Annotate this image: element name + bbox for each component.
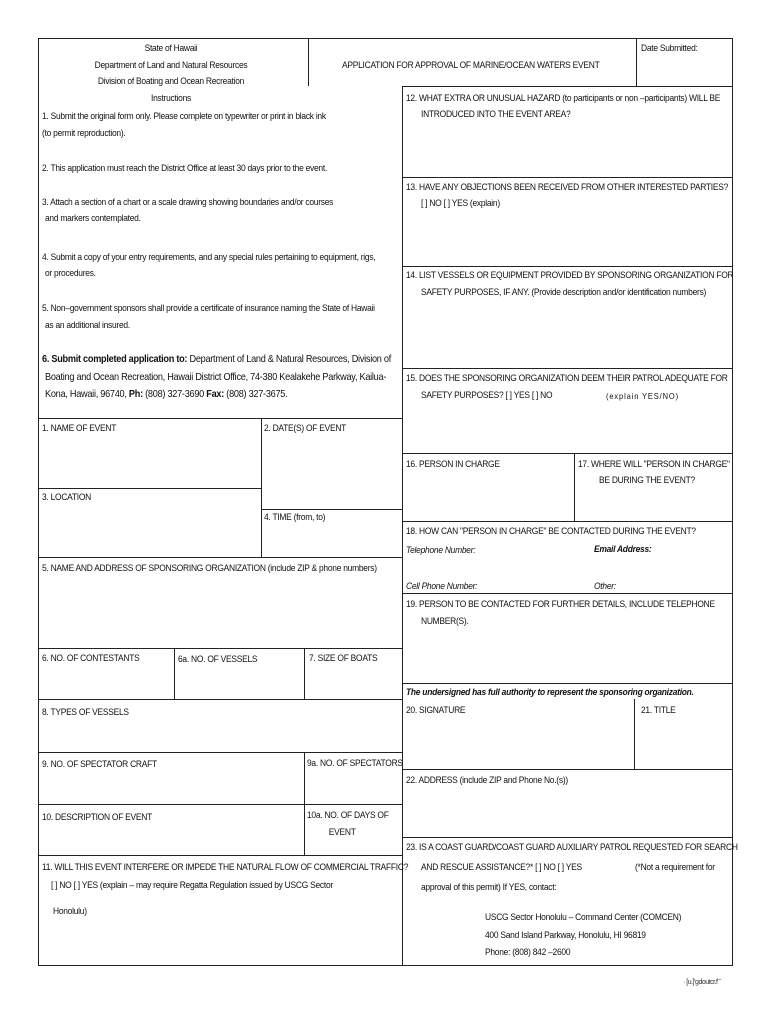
- header-bottom-right: [402, 86, 733, 87]
- field-10-description[interactable]: 10. DESCRIPTION OF EVENT: [42, 812, 153, 823]
- rule-11: [39, 855, 402, 856]
- divider-16-17: [574, 453, 575, 521]
- instruction-4a: 4. Submit a copy of your entry requirements, and any special rules pertaining to equipment, rigs,: [42, 252, 376, 263]
- ph-label: Ph:: [128, 389, 143, 400]
- application-form: [38, 38, 738, 966]
- field-21-title[interactable]: 21. TITLE: [641, 705, 676, 716]
- field-11-options[interactable]: [ ] NO [ ] YES (explain – may require Regatta Regulation issued by USCG Sector: [51, 880, 333, 891]
- rule-1: [39, 418, 402, 419]
- field-10a-days-line1[interactable]: 10a. NO. OF DAYS OF: [307, 810, 389, 821]
- field-23-options[interactable]: AND RESCUE ASSISTANCE?* [ ] NO [ ] YES: [421, 862, 582, 873]
- divider-1-2: [261, 418, 262, 557]
- field-13-options[interactable]: [ ] NO [ ] YES (explain): [421, 198, 500, 209]
- instruction-6-line1: Department of Land & Natural Resources, Division of: [187, 354, 392, 365]
- rule-19: [402, 593, 733, 594]
- instruction-6c-text: Kona, Hawaii, 96740,: [45, 389, 129, 400]
- field-10a-days-line2: EVENT: [328, 827, 356, 838]
- field-13-objections: 13. HAVE ANY OBJECTIONS BEEN RECEIVED FROM OTHER INTERESTED PARTIES?: [406, 182, 729, 193]
- instruction-6a: [42, 354, 391, 366]
- rule-3: [39, 488, 261, 489]
- center-divider: [402, 86, 403, 966]
- field-16-person-in-charge[interactable]: 16. PERSON IN CHARGE: [406, 459, 500, 470]
- rule-14: [402, 266, 733, 267]
- field-15-options[interactable]: SAFETY PURPOSES? [ ] YES [ ] NO: [421, 390, 553, 401]
- rule-9: [39, 752, 402, 753]
- field-4-time[interactable]: 4. TIME (from, to): [264, 512, 326, 523]
- field-20-signature[interactable]: 20. SIGNATURE: [406, 705, 466, 716]
- field-17-where-2: BE DURING THE EVENT?: [599, 475, 695, 486]
- form-title: APPLICATION FOR APPROVAL OF MARINE/OCEAN WATERS EVENT: [342, 60, 600, 71]
- rule-6: [39, 648, 402, 649]
- field-19-contact-person[interactable]: 19. PERSON TO BE CONTACTED FOR FURTHER DETAILS, INCLUDE TELEPHONE: [406, 599, 715, 610]
- field-23-coast-guard: 23. IS A COAST GUARD/COAST GUARD AUXILIARY PATROL REQUESTED FOR SEARCH: [406, 842, 738, 853]
- field-23-contact: approval of this permit) If YES, contact:: [421, 882, 557, 893]
- divider-6-6a: [174, 648, 175, 699]
- uscg-line-1: USCG Sector Honolulu – Command Center (COMCEN): [485, 912, 682, 923]
- field-12-hazard[interactable]: 12. WHAT EXTRA OR UNUSUAL HAZARD (to participants or non –participants) WILL BE: [406, 93, 721, 104]
- ph-value: (808) 327-3690: [142, 389, 207, 400]
- rule-13: [402, 177, 733, 178]
- header-divider-right: [636, 39, 637, 86]
- fax-value: (808) 327-3675.: [224, 389, 288, 400]
- field-3-location[interactable]: 3. LOCATION: [42, 492, 92, 503]
- field-11-question: 11. WILL THIS EVENT INTERFERE OR IMPEDE THE NATURAL FLOW OF COMMERCIAL TRAFFIC?: [42, 862, 409, 873]
- instruction-3a: 3. Attach a section of a chart or a scale drawing showing boundaries and/or courses: [42, 197, 334, 208]
- rule-18: [402, 521, 733, 522]
- instruction-4b: or procedures.: [45, 268, 96, 279]
- instruction-2: 2. This application must reach the District Office at least 30 days prior to the event.: [42, 163, 328, 174]
- field-9-spectator-craft[interactable]: 9. NO. OF SPECTATOR CRAFT: [42, 759, 157, 770]
- field-19-contact-person-2: NUMBER(S).: [421, 616, 469, 627]
- cell-phone-label[interactable]: Cell Phone Number:: [406, 581, 478, 592]
- instruction-6c: [45, 389, 287, 401]
- field-6-contestants[interactable]: 6. NO. OF CONTESTANTS: [42, 653, 140, 664]
- instruction-1a: 1. Submit the original form only. Please complete on typewriter or print in black ink: [42, 111, 326, 122]
- rule-8: [39, 699, 402, 700]
- email-address-label[interactable]: Email Address:: [594, 544, 652, 555]
- divider-6a-7: [304, 648, 305, 699]
- field-15-patrol: 15. DOES THE SPONSORING ORGANIZATION DEEM THEIR PATROL ADEQUATE FOR: [406, 373, 728, 384]
- uscg-line-3: Phone: (808) 842 –2600: [485, 947, 571, 958]
- other-label[interactable]: Other:: [594, 581, 616, 592]
- field-14-vessels[interactable]: 14. LIST VESSELS OR EQUIPMENT PROVIDED BY SPONSORING ORGANIZATION FOR: [406, 270, 734, 281]
- date-submitted-label: Date Submitted:: [641, 43, 698, 54]
- rule-4: [261, 509, 402, 510]
- rule-authority: [402, 683, 733, 684]
- instruction-3b: and markers contemplated.: [45, 213, 141, 224]
- rule-15: [402, 368, 733, 369]
- rule-10: [39, 804, 402, 805]
- field-9a-spectators[interactable]: 9a. NO. OF SPECTATORS: [307, 758, 403, 769]
- field-18-contact: 18. HOW CAN "PERSON IN CHARGE" BE CONTACTED DURING THE EVENT?: [406, 526, 696, 537]
- field-22-address[interactable]: 22. ADDRESS (include ZIP and Phone No.(s)): [406, 775, 568, 786]
- field-23-note: (*Not a requirement for: [635, 862, 715, 873]
- rule-16: [402, 453, 733, 454]
- divider-20-21: [634, 699, 635, 769]
- instruction-1b: (to permit reproduction).: [42, 128, 126, 139]
- field-12-hazard-2: INTRODUCED INTO THE EVENT AREA?: [421, 109, 571, 120]
- rule-23: [402, 837, 733, 838]
- field-1-name-of-event[interactable]: 1. NAME OF EVENT: [42, 423, 117, 434]
- field-11-honolulu: Honolulu): [53, 906, 87, 917]
- instruction-6-prefix: 6. Submit completed application to:: [42, 354, 188, 365]
- telephone-number-label[interactable]: Telephone Number:: [406, 545, 476, 556]
- agency-line-1: State of Hawaii: [144, 43, 198, 54]
- instructions-title: Instructions: [150, 93, 192, 104]
- rule-5: [39, 557, 402, 558]
- field-15-explain: (explain YES/NO): [606, 391, 679, 401]
- field-6a-vessels[interactable]: 6a. NO. OF VESSELS: [178, 654, 258, 665]
- field-2-dates-of-event[interactable]: 2. DATE(S) OF EVENT: [264, 423, 347, 434]
- instruction-6b: Boating and Ocean Recreation, Hawaii District Office, 74-380 Kealakehe Parkway, Kailua-: [45, 372, 387, 383]
- uscg-line-2: 400 Sand Island Parkway, Honolulu, HI 96819: [485, 930, 646, 941]
- instruction-5b: as an additional insured.: [45, 320, 130, 331]
- field-8-types-of-vessels[interactable]: 8. TYPES OF VESSELS: [42, 707, 129, 718]
- field-5-sponsoring-org[interactable]: 5. NAME AND ADDRESS OF SPONSORING ORGANIZATION (include ZIP & phone numbers): [42, 563, 377, 574]
- field-17-where[interactable]: 17. WHERE WILL "PERSON IN CHARGE": [578, 459, 730, 470]
- authority-statement: The undersigned has full authority to represent the sponsoring organization.: [406, 687, 694, 698]
- fax-label: Fax:: [206, 389, 225, 400]
- agency-line-2: Department of Land and Natural Resources: [94, 60, 248, 71]
- header-divider-left: [308, 39, 309, 86]
- rule-22: [402, 769, 733, 770]
- footer-stamp: · [u.]’gdoutcr.fˉˉ: [683, 979, 722, 986]
- field-7-size-of-boats[interactable]: 7. SIZE OF BOATS: [309, 653, 378, 664]
- instruction-5a: 5. Non–government sponsors shall provide a certificate of insurance naming the State of Hawaii: [42, 303, 375, 314]
- agency-line-3: Division of Boating and Ocean Recreation: [97, 76, 245, 87]
- field-14-vessels-2: SAFETY PURPOSES, IF ANY. (Provide description and/or identification numbers): [421, 287, 707, 298]
